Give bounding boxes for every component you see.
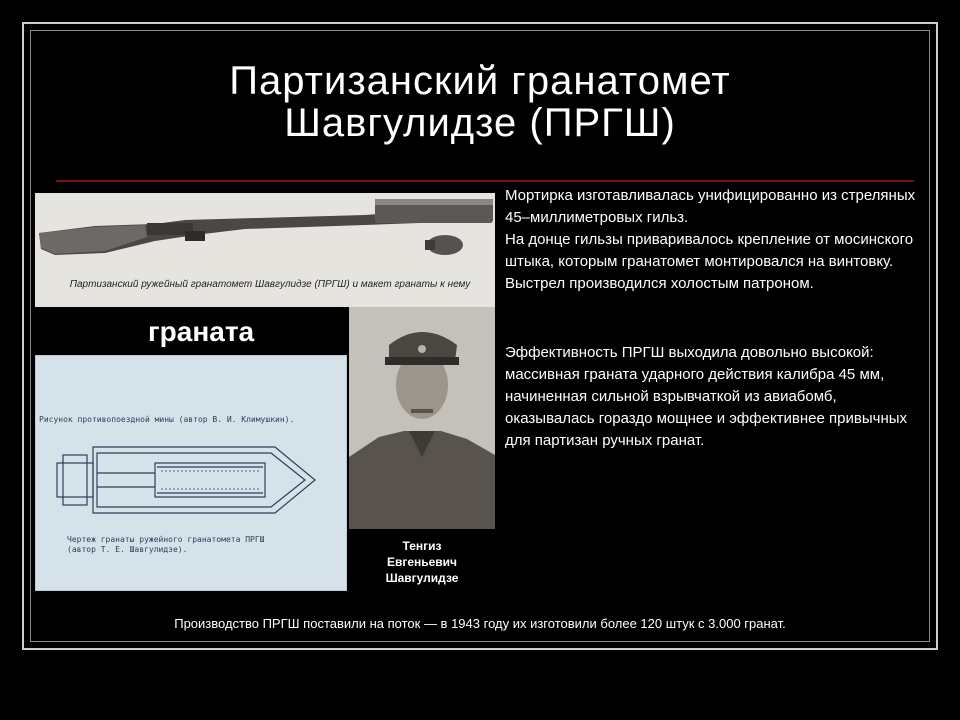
portrait-caption-line-3: Шавгулидзе — [385, 571, 459, 585]
description-paragraph-1-line-2: На донце гильзы приваривалось крепление от мосинского штыка, которым гранатомет монтировался на винтовку. Выстрел производился холостым патроном. — [505, 231, 914, 292]
portrait-photo — [349, 307, 495, 529]
portrait-caption-line-2: Евгеньевич — [386, 555, 458, 569]
drawing-caption-bottom — [67, 535, 347, 555]
title-divider — [56, 180, 914, 182]
drawing-caption-bottom-line-2: (автор Т. Е. Шавгулидзе). — [67, 545, 188, 554]
description-paragraph-1 — [505, 185, 930, 295]
description-paragraph-1-line-1: Мортирка изготавливалась унифицированно из стреляных 45–миллиметровых гильз. — [505, 187, 916, 226]
grenade-technical-drawing — [35, 355, 347, 591]
rifle-photo — [35, 193, 495, 307]
footer-note: Производство ПРГШ поставили на поток — в 1943 году их изготовили более 120 штук с 3.000 гранат. — [174, 616, 786, 631]
description-paragraph-2: Эффективность ПРГШ выходила довольно высокой: массивная граната ударного действия калибра 45 мм, начиненная сильной взрывчаткой из авиабомб, оказывалась гораздо мощнее и эффективнее привычных для партизан ручных гранат. — [505, 344, 908, 449]
slide-title — [60, 60, 900, 144]
drawing-caption-top: Рисунок противопоездной мины (автор В. И. Климушкин). — [39, 415, 295, 424]
title-line-1: Партизанский гранатомет — [229, 59, 731, 103]
drawing-caption-bottom-line-1: Чертеж гранаты ружейного гранатомета ПРГШ — [67, 535, 265, 544]
title-line-2: Шавгулидзе (ПРГШ) — [284, 101, 676, 145]
portrait-illustration — [349, 307, 495, 529]
grenade-label: граната — [148, 316, 255, 347]
grenade-schematic — [35, 355, 347, 591]
portrait-caption — [349, 538, 495, 586]
portrait-caption-line-1: Тенгиз — [402, 539, 442, 553]
rifle-photo-caption: Партизанский ружейный гранатомет Шавгулидзе (ПРГШ) и макет гранаты к нему — [69, 279, 471, 290]
